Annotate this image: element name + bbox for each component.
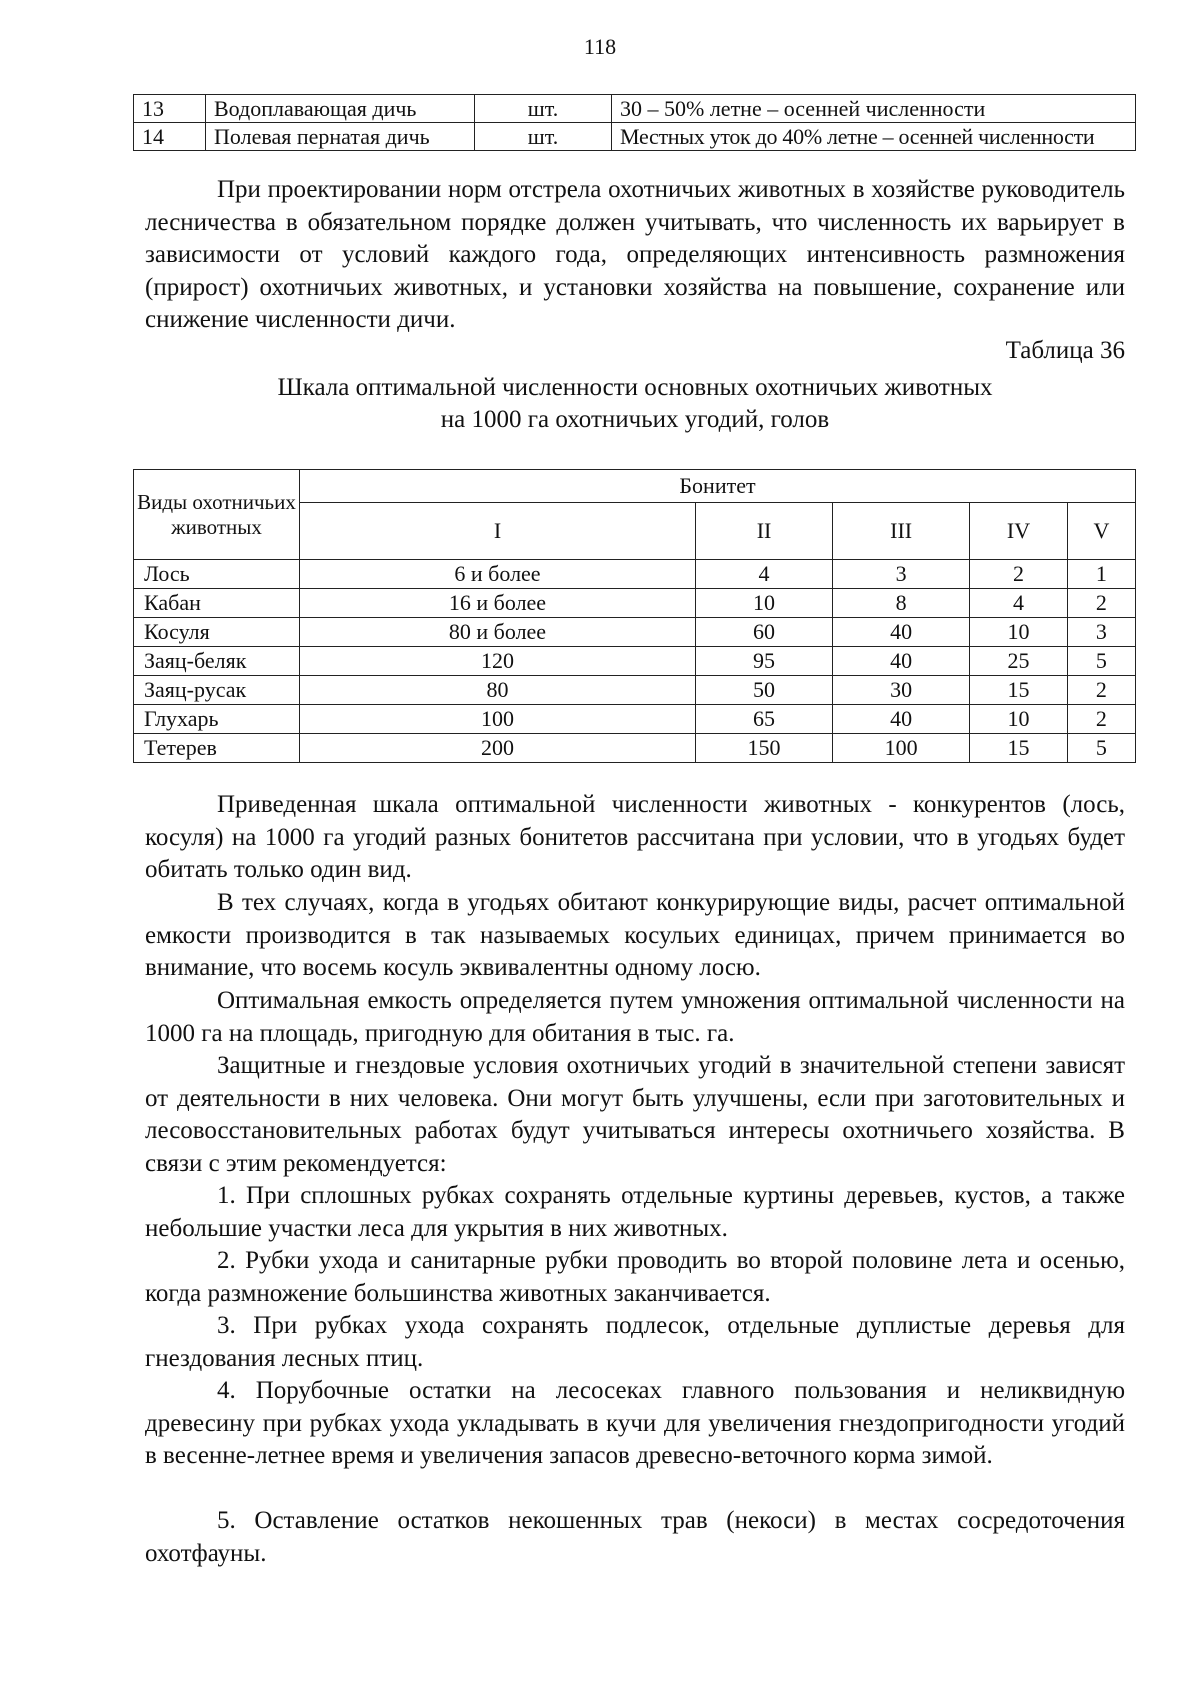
recommendation-text: 5. Оставление остатков некошенных трав (некоси) в местах сосредоточения охотфауны.	[145, 1507, 1125, 1567]
table-title-line: Шкала оптимальной численности основных охотничьих животных	[277, 374, 993, 401]
body-paragraph	[145, 789, 1125, 887]
page-number: 118	[583, 34, 617, 59]
value-cell: 4	[970, 589, 1068, 618]
optimal-population-table	[133, 469, 1136, 763]
species-cell: Заяц-беляк	[134, 647, 300, 676]
species-cell: Заяц-русак	[134, 676, 300, 705]
table-row	[134, 560, 1136, 589]
game-category: Полевая пернатая дичь	[206, 123, 475, 151]
recommendation-item	[145, 1375, 1125, 1473]
value-cell: 120	[300, 647, 696, 676]
value-cell: 25	[970, 647, 1068, 676]
unit: шт.	[475, 123, 612, 151]
bonitet-class-header: I	[300, 503, 696, 560]
continuation-table	[133, 94, 1136, 151]
table-row	[134, 676, 1136, 705]
table-row	[134, 618, 1136, 647]
table-header-row	[134, 470, 1136, 503]
value-cell: 6 и более	[300, 560, 696, 589]
value-cell: 50	[695, 676, 832, 705]
recommendation-text: 1. При сплошных рубках сохранять отдельные куртины деревьев, кустов, а также небольшие участки леса для укрытия в них животных.	[145, 1182, 1125, 1242]
value-cell: 30	[833, 676, 970, 705]
value-cell: 15	[970, 676, 1068, 705]
table-title	[145, 372, 1125, 436]
table-row	[134, 123, 1136, 151]
value-cell: 60	[695, 618, 832, 647]
value-cell: 65	[695, 705, 832, 734]
value-cell: 10	[970, 705, 1068, 734]
bonitet-header: Бонитет	[300, 470, 1136, 503]
value-cell: 100	[833, 734, 970, 763]
bonitet-class-header: IV	[970, 503, 1068, 560]
species-cell: Глухарь	[134, 705, 300, 734]
table-title-line: на 1000 га охотничьих угодий, голов	[440, 406, 830, 433]
species-column-header: Виды охотничьих животных	[134, 470, 300, 560]
table-row	[134, 705, 1136, 734]
value-cell: 40	[833, 647, 970, 676]
value-cell: 5	[1067, 647, 1135, 676]
value-cell: 10	[695, 589, 832, 618]
value-cell: 80	[300, 676, 696, 705]
value-cell: 2	[970, 560, 1068, 589]
table-row	[134, 95, 1136, 123]
intro-paragraph-text: При проектировании норм отстрела охотничьих животных в хозяйстве руководитель лесничества в обязательном порядке должен учитывать, что численность их варьирует в зависимости от условий каждого года, определяющих интенсивность размножения (прирост) охотничьих животных, и установки хозяйства на повышение, сохранение или снижение численности дичи.	[145, 176, 1125, 333]
table-row	[134, 734, 1136, 763]
table-label: Таблица 36	[1005, 337, 1125, 364]
value-cell: 95	[695, 647, 832, 676]
species-cell: Тетерев	[134, 734, 300, 763]
table-row	[134, 647, 1136, 676]
bonitet-class-header: V	[1067, 503, 1135, 560]
recommendation-text: 3. При рубках ухода сохранять подлесок, отдельные дуплистые деревья для гнездования лесных птиц.	[145, 1312, 1125, 1372]
species-cell: Косуля	[134, 618, 300, 647]
value-cell: 2	[1067, 589, 1135, 618]
row-number: 14	[134, 123, 206, 151]
value-cell: 5	[1067, 734, 1135, 763]
species-cell: Лось	[134, 560, 300, 589]
value-cell: 200	[300, 734, 696, 763]
value-cell: 150	[695, 734, 832, 763]
body-paragraph-text: Защитные и гнездовые условия охотничьих угодий в значительной степени зависят от деятельности в них человека. Они могут быть улучшены, если при заготовительных и лесовосстановительных работах будут учитываться интересы охотничьего хозяйства. В связи с этим рекомендуется:	[145, 1052, 1125, 1177]
harvest-norm: Местных уток до 40% летне – осенней численности	[612, 123, 1136, 151]
recommendation-item	[145, 1180, 1125, 1245]
value-cell: 100	[300, 705, 696, 734]
recommendation-text: 4. Порубочные остатки на лесосеках главного пользования и неликвидную древесину при рубках ухода укладывать в кучи для увеличения гнездопригодности угодий в весенне-летнее время и увеличения запасов древесно-веточного корма зимой.	[145, 1377, 1125, 1469]
body-paragraph-text: Приведенная шкала оптимальной численности животных - конкурентов (лось, косуля) на 1000 га угодий разных бонитетов рассчитана при условии, что в угодьях будет обитать только один вид.	[145, 791, 1125, 883]
value-cell: 2	[1067, 676, 1135, 705]
value-cell: 40	[833, 618, 970, 647]
value-cell: 4	[695, 560, 832, 589]
value-cell: 40	[833, 705, 970, 734]
value-cell: 1	[1067, 560, 1135, 589]
recommendation-text: 2. Рубки ухода и санитарные рубки проводить во второй половине лета и осенью, когда размножение большинства животных заканчивается.	[145, 1247, 1125, 1307]
intro-paragraph	[145, 174, 1125, 337]
value-cell: 3	[1067, 618, 1135, 647]
bonitet-class-header: II	[695, 503, 832, 560]
bonitet-class-header: III	[833, 503, 970, 560]
value-cell: 15	[970, 734, 1068, 763]
recommendation-item	[145, 1310, 1125, 1375]
body-paragraph	[145, 985, 1125, 1050]
row-number: 13	[134, 95, 206, 123]
harvest-norm: 30 – 50% летне – осенней численности	[612, 95, 1136, 123]
body-paragraph	[145, 1050, 1125, 1180]
game-category: Водоплавающая дичь	[206, 95, 475, 123]
species-cell: Кабан	[134, 589, 300, 618]
recommendation-item	[145, 1505, 1125, 1570]
value-cell: 3	[833, 560, 970, 589]
table-row	[134, 589, 1136, 618]
value-cell: 80 и более	[300, 618, 696, 647]
value-cell: 16 и более	[300, 589, 696, 618]
unit: шт.	[475, 95, 612, 123]
value-cell: 2	[1067, 705, 1135, 734]
value-cell: 10	[970, 618, 1068, 647]
value-cell: 8	[833, 589, 970, 618]
recommendation-item	[145, 1245, 1125, 1310]
body-paragraph-text: Оптимальная емкость определяется путем умножения оптимальной численности на 1000 га на площадь, пригодную для обитания в тыс. га.	[145, 987, 1125, 1047]
body-paragraph	[145, 887, 1125, 985]
body-paragraph-text: В тех случаях, когда в угодьях обитают конкурирующие виды, расчет оптимальной емкости производится в так называемых косульих единицах, причем принимается во внимание, что восемь косуль эквивалентны одному лосю.	[145, 889, 1125, 981]
